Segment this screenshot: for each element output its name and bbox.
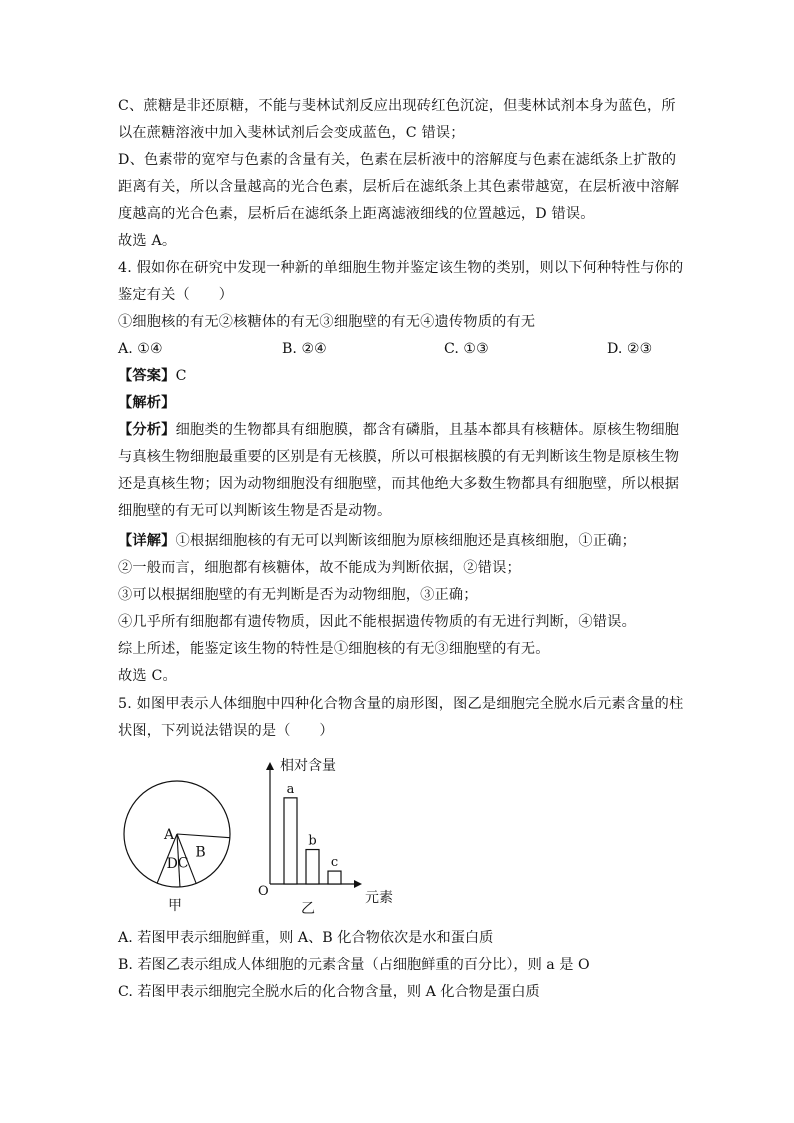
pie-slice-label-C: C — [177, 855, 189, 872]
y-axis-arrow — [266, 762, 274, 770]
bar-chart — [258, 757, 393, 917]
question-4-stem: 4. 假如你在研究中发现一种新的单细胞生物并鉴定该生物的类别，则以下何种特性与你的 — [118, 260, 684, 276]
analysis-line: 还是真核生物；因为动物细胞没有细胞壁，而其他绝大多数生物都具有细胞壁，所以根据 — [118, 476, 680, 492]
pie-slice-label-B: B — [195, 844, 206, 861]
question-5-stem: 5. 如图甲表示人体细胞中四种化合物含量的扇形图，图乙是细胞完全脱水后元素含量的柱 — [118, 696, 684, 712]
option-d: D. ②③ — [607, 341, 653, 357]
x-axis-arrow — [354, 880, 362, 888]
x-axis-label: 元素 — [365, 890, 393, 906]
option-c: C. ①③ — [444, 341, 489, 357]
q5-option-b: B. 若图乙表示组成人体细胞的元素含量（占细胞鲜重的百分比），则 a 是 O — [118, 957, 590, 973]
detail-tag: 【详解】 — [118, 533, 176, 549]
pie-title: 甲 — [168, 898, 182, 914]
pie-slice-label-D: D — [166, 855, 178, 872]
question-4-items: ①细胞核的有无②核糖体的有无③细胞壁的有无④遗传物质的有无 — [118, 314, 536, 330]
detail-line: ②一般而言，细胞都有核糖体，故不能成为判断依据，②错误； — [118, 560, 521, 576]
figure-svg — [0, 748, 794, 928]
option-a: A. ①④ — [118, 341, 163, 357]
analysis-line — [118, 420, 679, 440]
q5-option-c: C. 若图甲表示细胞完全脱水后的化合物含量，则 A 化合物是蛋白质 — [118, 984, 540, 1000]
analysis-text: 细胞类的生物都具有细胞膜，都含有磷脂，且基本都具有核糖体。原核生物细胞 — [175, 422, 680, 438]
pie-slice-boundary — [177, 834, 230, 838]
option-b: B. ②④ — [282, 341, 327, 357]
text-line: C、蔗糖是非还原糖，不能与斐林试剂反应出现砖红色沉淀，但斐林试剂本身为蓝色，所 — [118, 98, 676, 114]
bar-label-a: a — [286, 781, 295, 797]
answer-tag: 【答案】 — [118, 368, 176, 384]
text-line: 故选 A。 — [118, 233, 177, 249]
pie-chart — [124, 781, 230, 914]
question-5-stem: 状图，下列说法错误的是（ ） — [118, 723, 334, 739]
bar-b — [306, 850, 319, 884]
bar-title: 乙 — [301, 901, 315, 917]
bar-label-b: b — [308, 833, 317, 849]
analysis-line: 与真核生物细胞最重要的区别是有无核膜，所以可根据核膜的有无判断该生物是原核生物 — [118, 449, 680, 465]
analysis-heading — [118, 393, 176, 413]
bar-label-c: c — [330, 855, 339, 871]
answer-value: C — [175, 368, 187, 384]
detail-line: ④几乎所有细胞都有遗传物质，因此不能根据遗传物质的有无进行判断，④错误。 — [118, 614, 636, 630]
answer-line — [118, 366, 187, 386]
analysis-sub-tag: 【分析】 — [118, 422, 176, 438]
q5-option-a: A. 若图甲表示细胞鲜重，则 A、B 化合物依次是水和蛋白质 — [118, 930, 494, 946]
bar-a — [284, 798, 297, 884]
bar-c — [328, 871, 341, 884]
detail-line: 综上所述，能鉴定该生物的特性是①细胞核的有无③细胞壁的有无。 — [118, 641, 550, 657]
detail-line — [118, 531, 636, 551]
detail-line: ③可以根据细胞壁的有无判断是否为动物细胞，③正确； — [118, 587, 478, 603]
detail-text: ①根据细胞核的有无可以判断该细胞为原核细胞还是真核细胞，①正确； — [175, 533, 636, 549]
detail-line: 故选 C。 — [118, 668, 177, 684]
y-axis-label: 相对含量 — [280, 758, 336, 774]
text-line: 度越高的光合色素，层析后在滤纸条上距离滤液细线的位置越远，D 错误。 — [118, 206, 595, 222]
pie-slice-label-A: A — [163, 827, 175, 843]
origin-label: O — [258, 884, 269, 899]
text-line: 距离有关，所以含量越高的光合色素，层析后在滤纸条上其色素带越宽，在层析液中溶解 — [118, 179, 680, 195]
analysis-tag: 【解析】 — [118, 395, 176, 411]
text-line: D、色素带的宽窄与色素的含量有关，色素在层析液中的溶解度与色素在滤纸条上扩散的 — [118, 152, 677, 168]
text-line: 以在蔗糖溶液中加入斐林试剂后会变成蓝色，C 错误； — [118, 125, 465, 141]
analysis-line: 细胞壁的有无可以判断该生物是否是动物。 — [118, 503, 392, 519]
question-4-stem: 鉴定有关（ ） — [118, 287, 234, 303]
